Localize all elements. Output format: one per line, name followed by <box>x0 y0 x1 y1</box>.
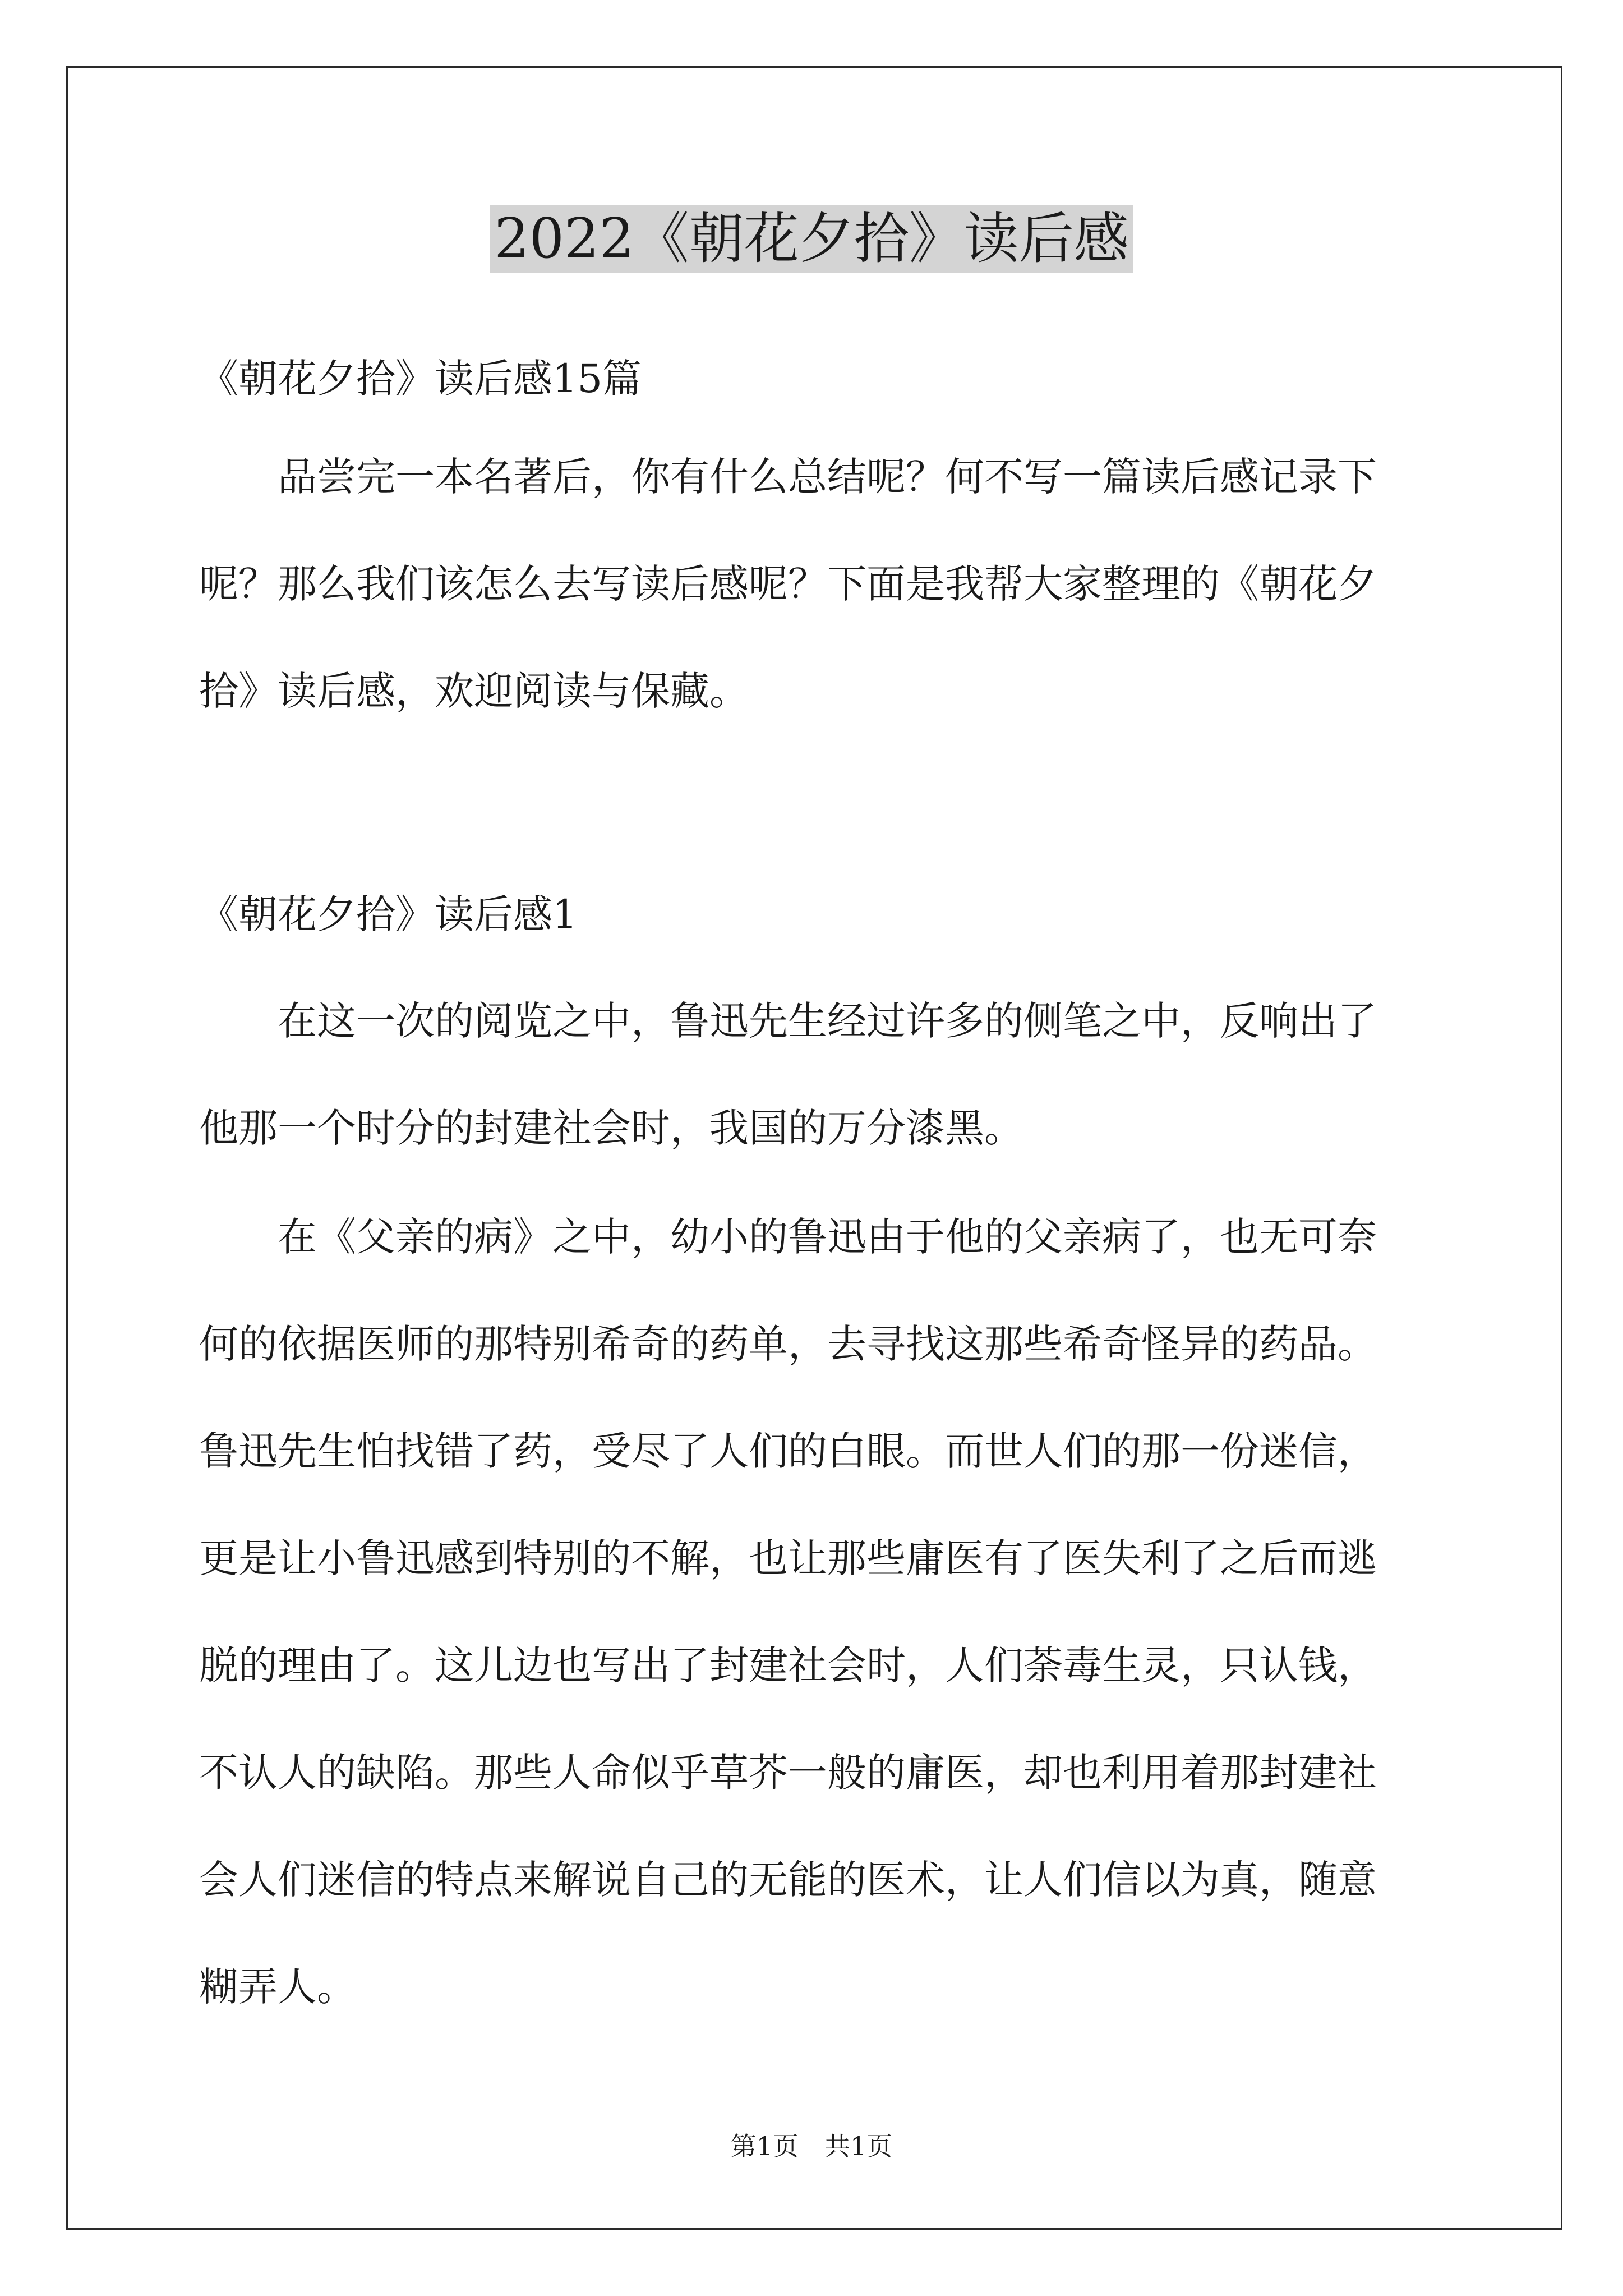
subtitle: 《朝花夕拾》读后感15篇 <box>199 356 642 402</box>
section-heading: 《朝花夕拾》读后感1 <box>199 891 578 937</box>
page-title: 2022《朝花夕拾》读后感 <box>490 205 1133 273</box>
paragraph-1 <box>199 996 1427 1210</box>
text-line: 更是让小鲁迅感到特别的不解，也让那些庸医有了医失利了之后而逃 <box>199 1535 1377 1581</box>
text-line: 在《父亲的病》之中，幼小的鲁迅由于他的父亲病了，也无可奈 <box>199 1214 1377 1260</box>
text-line: 鲁迅先生怕找错了药，受尽了人们的白眼。而世人们的那一份迷信， <box>199 1428 1377 1474</box>
paragraph-2 <box>199 1212 1427 2069</box>
text-line: 他那一个时分的封建社会时，我国的万分漆黑。 <box>199 1105 1023 1151</box>
title-container <box>0 205 1623 273</box>
text-line: 会人们迷信的特点来解说自己的无能的医术，让人们信以为真，随意 <box>199 1857 1377 1903</box>
text-line: 不认人的缺陷。那些人命似乎草芥一般的庸医，却也利用着那封建社 <box>199 1750 1377 1796</box>
text-line: 呢？那么我们该怎么去写读后感呢？下面是我帮大家整理的《朝花夕 <box>199 561 1377 607</box>
text-line: 脱的理由了。这儿边也写出了封建社会时，人们荼毒生灵，只认钱， <box>199 1642 1377 1688</box>
page-footer: 第1页 共1页 <box>730 2131 893 2161</box>
text-line: 品尝完一本名著后，你有什么总结呢？何不写一篇读后感记录下 <box>199 454 1377 500</box>
text-line: 在这一次的阅览之中，鲁迅先生经过许多的侧笔之中，反响出了 <box>199 998 1377 1044</box>
intro-paragraph <box>199 452 1427 773</box>
text-line: 何的依据医师的那特别希奇的药单，去寻找这那些希奇怪异的药品。 <box>199 1321 1377 1367</box>
text-line: 糊弄人。 <box>199 1964 356 2010</box>
text-line: 拾》读后感，欢迎阅读与保藏。 <box>199 668 749 714</box>
